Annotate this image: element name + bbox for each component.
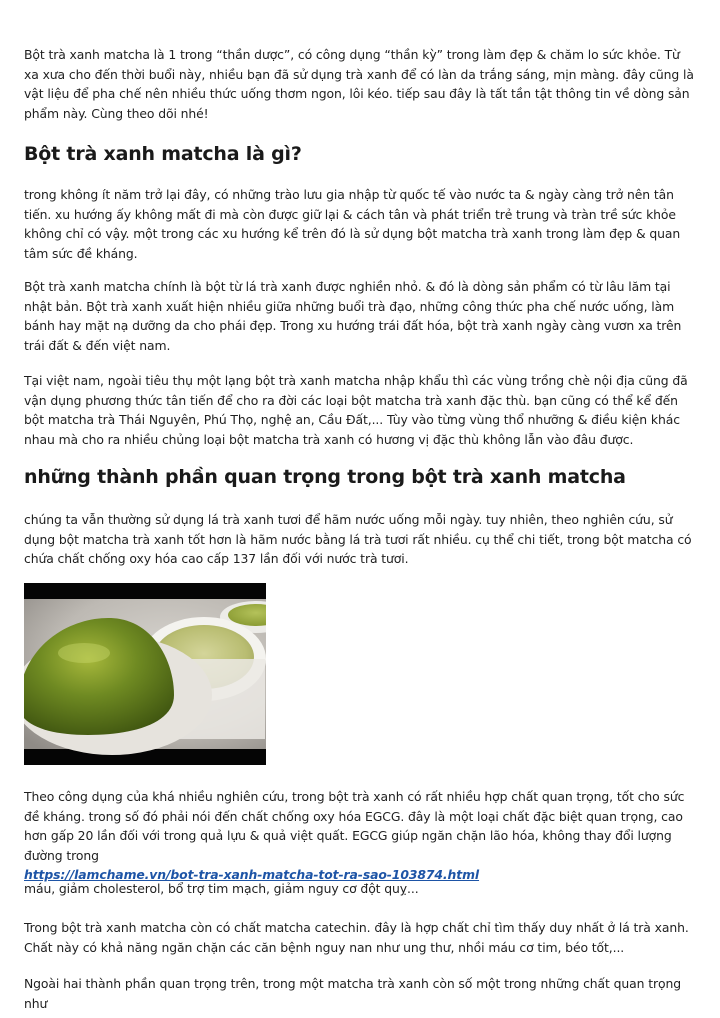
matcha-photo <box>24 583 266 765</box>
section2-paragraph-2-text: Theo công dụng của khá nhiều nghiên cứu, trong bột trà xanh có rất nhiều hợp chất quan trọng, tốt cho sức đề kháng. trong số đó phải nói đến chất chống oxy hóa EGCG. đây là một loại chất đặc biệt quan trọng, cao hơn gấp 20 lần đối với trong quả lựu & quả việt quất. EGCG giúp ngăn chặn lão hóa, không thay đổi lượng đường trong <box>24 789 685 863</box>
section-heading-what-is-matcha: Bột trà xanh matcha là gì? <box>24 143 302 165</box>
section1-paragraph-3: Tại việt nam, ngoài tiêu thụ một lạng bột trà xanh matcha nhập khẩu thì các vùng trồng chè nội địa cũng đã vận dụng phương thức tân tiến để cho ra đời các loại bột matcha trà xanh đặc thù. bạn cũng có thể kể đến bột matcha trà Thái Nguyên, Phú Thọ, nghệ an, Cầu Đất,... Tùy vào từng vùng thổ nhưỡng & điều kiện khác nhau mà cho ra nhiều chủng loại bột matcha trà xanh có hương vị đặc thù không lẫn vào đâu được. <box>24 373 688 447</box>
matcha-illustration <box>24 583 266 765</box>
section2-paragraph-3: máu, giảm cholesterol, bổ trợ tim mạch, giảm nguy cơ đột quỵ... <box>24 881 419 896</box>
section2-paragraph-5: Ngoài hai thành phần quan trọng trên, trong một matcha trà xanh còn số một trong những chất quan trọng như <box>24 976 681 1011</box>
jelly-highlight <box>58 643 110 663</box>
intro-paragraph: Bột trà xanh matcha là 1 trong “thần dược”, có công dụng “thần kỳ” trong làm đẹp & chăm lo sức khỏe. Từ xa xưa cho đến thời buổi này, nhiều bạn đã sử dụng trà xanh để có làn da trắng sáng, mịn màng. đây cũng là vật liệu để pha chế nên nhiều thức uống thơm ngon, lôi kéo. tiếp sau đây là tất tần tật thông tin về dòng sản phẩm này. Cùng theo dõi nhé! <box>24 47 694 121</box>
section1-paragraph-2: Bột trà xanh matcha chính là bột từ lá trà xanh được nghiền nhỏ. & đó là dòng sản phẩm có từ lâu lăm tại nhật bản. Bột trà xanh xuất hiện nhiều giữa những buổi trà đạo, những công thức pha chế nước uống, làm bánh hay mặt nạ dưỡng da cho phái đẹp. Trong xu hướng trái đất hóa, bột trà xanh ngày càng vươn xa trên trái đất & đến việt nam. <box>24 279 682 353</box>
section2-paragraph-1: chúng ta vẫn thường sử dụng lá trà xanh tươi để hãm nước uống mỗi ngày. tuy nhiên, theo nghiên cứu, sử dụng bột matcha trà xanh tốt hơn là hãm nước bằng lá trà tươi rất nhiều. cụ thể chi tiết, trong bột matcha có chứa chất chống oxy hóa cao cấp 137 lần đối với nước trà tươi. <box>24 512 692 566</box>
section2-paragraph-4: Trong bột trà xanh matcha còn có chất matcha catechin. đây là hợp chất chỉ tìm thấy duy nhất ở lá trà xanh. Chất này có khả năng ngăn chặn các căn bệnh nguy nan như ung thư, nhồi máu cơ tim, béo tốt,... <box>24 920 689 955</box>
letterbox-top <box>24 583 266 599</box>
section2-paragraph-2 <box>24 787 692 885</box>
section1-paragraph-1: trong không ít năm trở lại đây, có những trào lưu gia nhập từ quốc tế vào nước ta & ngày càng trở nên tân tiến. xu hướng ấy không mất đi mà còn được giữ lại & cách tân và phát triển trẻ trung và tràn trề sức khỏe không chỉ có vậy. một trong các xu hướng kể trên đó là sử dụng bột matcha trà xanh trong làm đẹp & quan tâm sức đề kháng. <box>24 187 681 261</box>
section-heading-components: những thành phần quan trọng trong bột trà xanh matcha <box>24 466 626 488</box>
source-link[interactable]: https://lamchame.vn/bot-tra-xanh-matcha-tot-ra-sao-103874.html <box>24 867 480 882</box>
